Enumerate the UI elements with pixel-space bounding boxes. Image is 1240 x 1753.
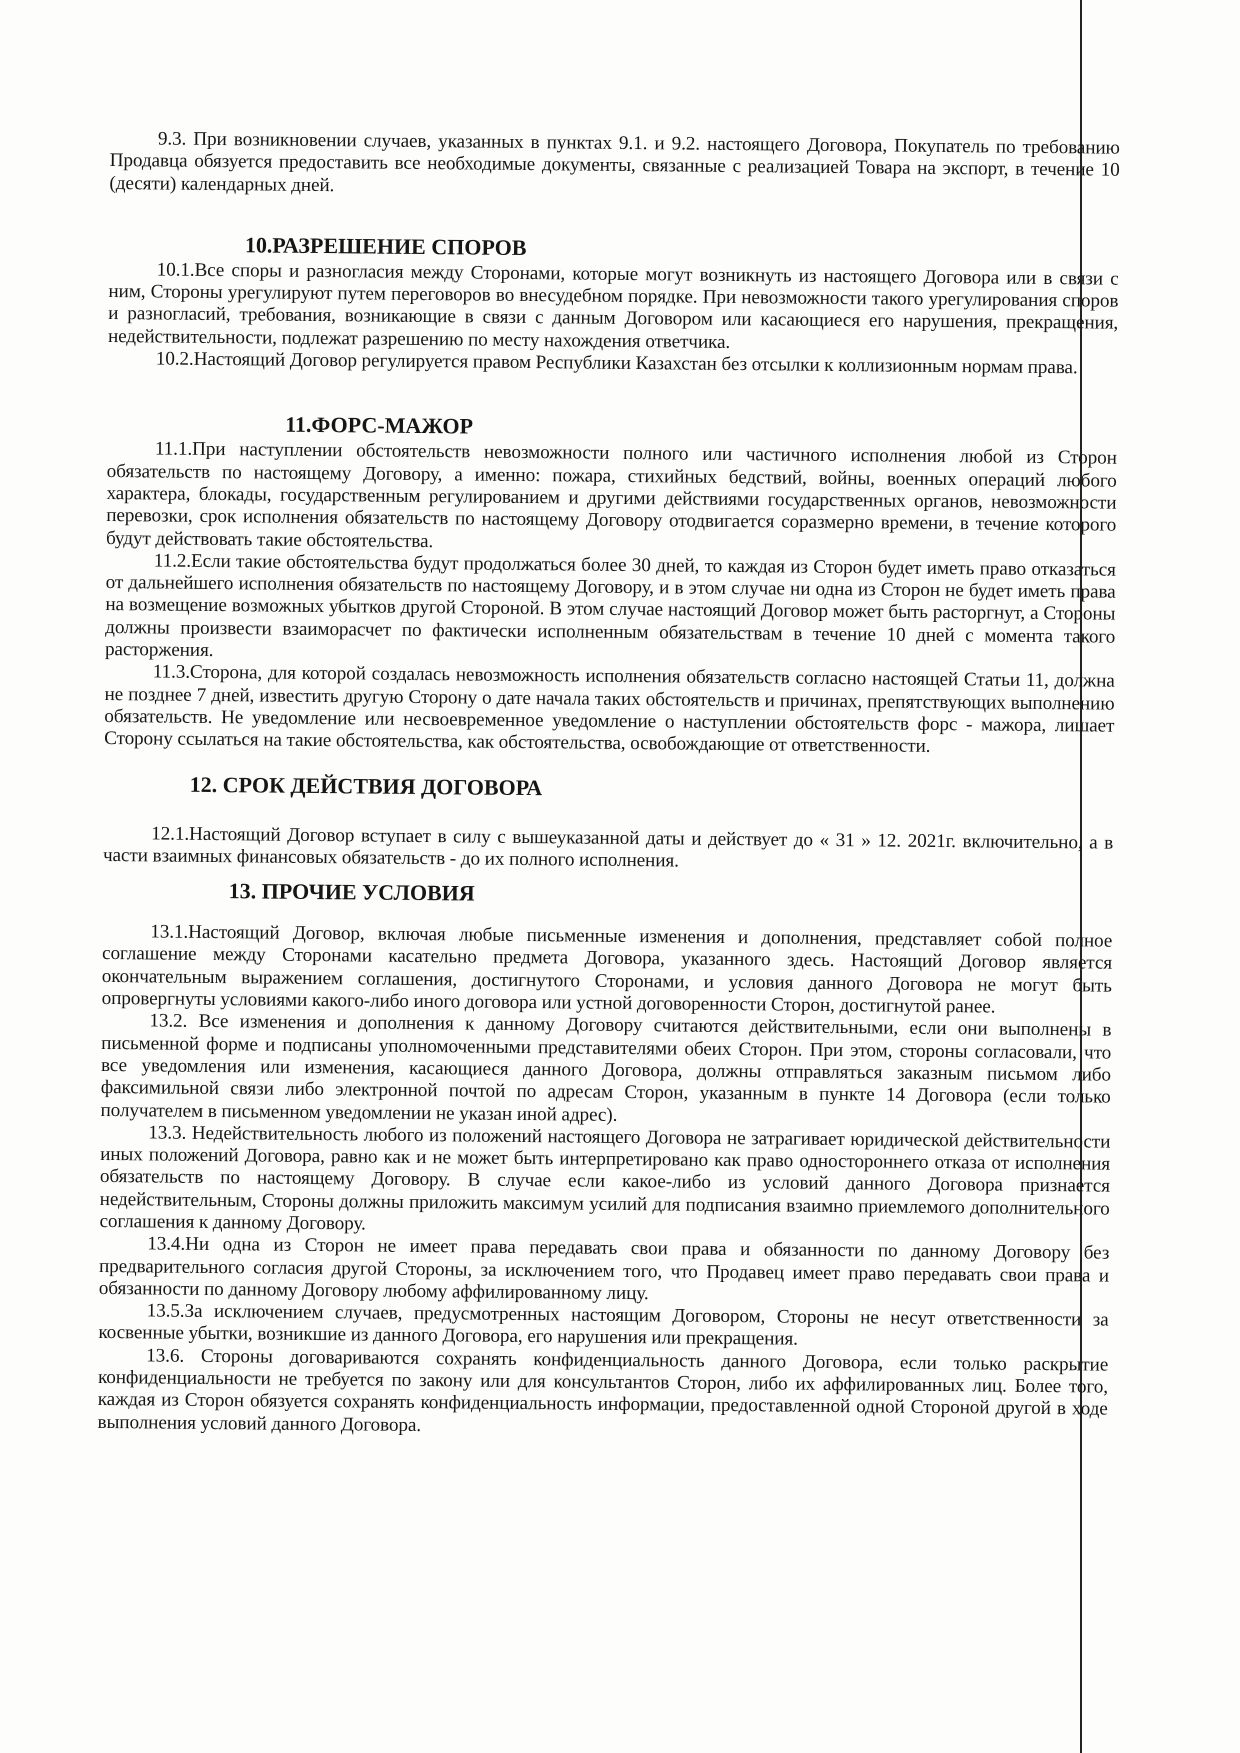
clause-11-1: 11.1.При наступлении обстоятельств невозможности полного или частичного исполнения любой из Сторон обязательств по настоящему Договору, а именно: пожара, стихийных бедствий, войны, военных операций любого характера, блокады, государственным регулированием и другими действиями государственных органов, невозможности перевозки, срок исполнения обязательств по настоящему Договору отодвигается соразмерно времени, в течение которого будут действовать такие обстоятельства. (105, 438, 1117, 552)
clause-9-3: 9.3. При возникновении случаев, указанных в пунктах 9.1. и 9.2. настоящего Договора, Покупатель по требованию Продавца обязуется предоставить все необходимые документы, связанные с реализацией Товара на экспорт, в течение 10 (десяти) календарных дней. (109, 128, 1120, 196)
clause-13-3: 13.3. Недействительность любого из положений настоящего Договора не затрагивает юридической действительности иных положений Договора, равно как и не может быть интерпретировано как право одностороннего отказа от исполнения обязательств по настоящему Договору. В случае если какое-либо из условий данного Договора признается недействительным, Стороны должны приложить максимум усилий для подписания взаимно приемлемого дополнительного соглашения к данному Договору. (99, 1122, 1111, 1235)
clause-13-5: 13.5.За исключением случаев, предусмотренных настоящим Договором, Стороны не несут ответственности за косвенные убытки, возникшие из данного Договора, его нарушения или прекращения. (98, 1300, 1109, 1351)
contract-text-block (97, 128, 1119, 1444)
clause-13-4: 13.4.Ни одна из Сторон не имеет права передавать свои права и обязанности по данному Договору без предварительного согласия другой Стороны, за исключением того, что Продавец имеет право передавать свои права и обязанности по данному Договору любому аффилированному лицу. (98, 1233, 1110, 1305)
section-13-title: 13. ПРОЧИЕ УСЛОВИЯ (228, 878, 475, 906)
clause-10-1: 10.1.Все споры и разногласия между Сторонами, которые могут возникнуть из настоящего Договора или в связи с ним, Стороны урегулируют путем переговоров во внесудебном порядке. При невозможности такого урегулирования споров и разногласий, требования, возникающие в связи с данным Договором или касающиеся его нарушения, прекращения, недействительности, подлежат разрешению по месту нахождения ответчика. (107, 259, 1119, 353)
clause-10-2: 10.2.Настоящий Договор регулируется правом Республики Казахстан без отсылки к коллизионным нормам права. (155, 348, 1078, 379)
clause-11-2: 11.2.Если такие обстоятельства будут продолжаться более 30 дней, то каждая из Сторон будет иметь право отказаться от дальнейшего исполнения обязательств по настоящему Договору, и в этом случае ни одна из Сторон не будет иметь права на возмещение возможных убытков другой Стороной. В этом случае настоящий Договор может быть расторгнут, а Стороны должны произвести взаиморасчет по фактически исполненным обязательствам в течение 10 дней с момента такого расторжения. (104, 550, 1116, 662)
clause-13-2: 13.2. Все изменения и дополнения к данному Договору считаются действительными, если они выполнены в письменной форме и подписаны уполномоченными представителями обеих Сторон. При этом, стороны согласовали, что все уведомления или изменения, касающиеся данного Договора, должны отправляться заказным письмом либо факсимильной связи либо электронной почтой по адресам Сторон, указанным в пункте 14 Договора (если только получателем в письменном уведомлении не указан иной адрес). (100, 1010, 1112, 1126)
clause-13-1: 13.1.Настоящий Договор, включая любые письменные изменения и дополнения, представляет собой полное соглашение между Сторонами касательно предмета Договора, указанного здесь. Настоящий Договор является окончательным выражением соглашения, достигнутого Сторонами, и условия данного Договора не могут быть опровергнуты условиями какого-либо иного договора или устной договоренности Сторон, достигнутой ранее. (101, 921, 1113, 1018)
clause-12-1: 12.1.Настоящий Договор вступает в силу с вышеуказанной даты и действует до « 31 » 12. 2021г. включительно, а в части взаимных финансовых обязательств - до их полного исполнения. (102, 822, 1114, 872)
section-11-title: 11.ФОРС-МАЖОР (285, 412, 474, 439)
clause-13-6: 13.6. Стороны договариваются сохранять конфиденциальность данного Договора, если только раскрытие конфиденциальности не требуется по закону или для консультантов Сторон, либо их аффилированных лиц. Более того, каждая из Сторон обязуется сохранять конфиденциальность информации, предоставленной одной Стороной другой в ходе выполнения условий данного Договора. (97, 1345, 1109, 1436)
section-10-title: 10.РАЗРЕШЕНИЕ СПОРОВ (244, 232, 527, 260)
section-12-title: 12. СРОК ДЕЙСТВИЯ ДОГОВОРА (189, 771, 543, 800)
clause-11-3: 11.3.Сторона, для которой создалась невозможность исполнения обязательств согласно настоящей Статьи 11, должна не позднее 7 дней, известить другую Сторону о дате начала таких обстоятельств и причинах, препятствующих выполнению обязательств. Не уведомление или несвоевременное уведомление о наступлении обстоятельств форс - мажора, лишает Сторону ссылаться на такие обстоятельства, как обстоятельства, освобождающие от ответственности. (104, 661, 1115, 758)
